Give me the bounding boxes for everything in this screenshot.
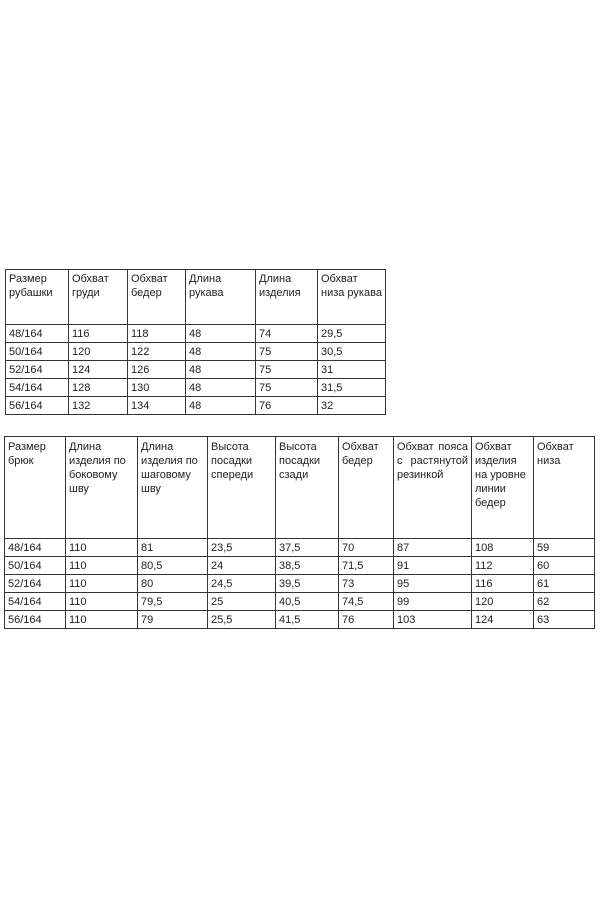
header-cell: Обхват бедер: [128, 270, 186, 325]
table-cell: 31,5: [318, 379, 386, 397]
table-header-row: [5, 437, 595, 539]
table-cell: 76: [339, 611, 394, 629]
table-cell: 54/164: [6, 379, 69, 397]
table-row: [6, 397, 386, 415]
header-cell: Высота посадки сзади: [276, 437, 339, 539]
table-cell: 103: [394, 611, 472, 629]
table-cell: 37,5: [276, 539, 339, 557]
table-cell: 31: [318, 361, 386, 379]
table-cell: 25: [208, 593, 276, 611]
table-cell: 23,5: [208, 539, 276, 557]
table-cell: 48/164: [5, 539, 66, 557]
table-cell: 110: [66, 575, 138, 593]
header-cell: Обхват низа рукава: [318, 270, 386, 325]
table-cell: 79,5: [138, 593, 208, 611]
header-cell: Длина изделия: [256, 270, 318, 325]
table-cell: 126: [128, 361, 186, 379]
table-cell: 60: [534, 557, 595, 575]
table-cell: 95: [394, 575, 472, 593]
table-cell: 24: [208, 557, 276, 575]
table-cell: 112: [472, 557, 534, 575]
table-cell: 40,5: [276, 593, 339, 611]
table-cell: 73: [339, 575, 394, 593]
table-cell: 132: [69, 397, 128, 415]
table-cell: 48: [186, 361, 256, 379]
table-row: [5, 611, 595, 629]
table-cell: 39,5: [276, 575, 339, 593]
table-cell: 99: [394, 593, 472, 611]
table-cell: 54/164: [5, 593, 66, 611]
table-cell: 75: [256, 361, 318, 379]
table-cell: 116: [472, 575, 534, 593]
table-cell: 29,5: [318, 325, 386, 343]
table-cell: 80: [138, 575, 208, 593]
table-cell: 134: [128, 397, 186, 415]
table-cell: 124: [472, 611, 534, 629]
header-cell: Длина изделия по шаговому шву: [138, 437, 208, 539]
table-cell: 48: [186, 343, 256, 361]
table-header-row: [6, 270, 386, 325]
table-cell: 48/164: [6, 325, 69, 343]
table-cell: 116: [69, 325, 128, 343]
table-cell: 75: [256, 379, 318, 397]
table-cell: 110: [66, 539, 138, 557]
table-cell: 25,5: [208, 611, 276, 629]
header-cell: Длина изделия по боковому шву: [66, 437, 138, 539]
header-cell: Обхват изделия на уровне линии бедер: [472, 437, 534, 539]
table-row: [6, 379, 386, 397]
header-cell: Обхват бедер: [339, 437, 394, 539]
header-cell: Размер рубашки: [6, 270, 69, 325]
table-cell: 48: [186, 397, 256, 415]
table-cell: 80,5: [138, 557, 208, 575]
table-cell: 130: [128, 379, 186, 397]
header-cell: Обхват низа: [534, 437, 595, 539]
table-cell: 91: [394, 557, 472, 575]
header-cell: Обхват груди: [69, 270, 128, 325]
table-cell: 38,5: [276, 557, 339, 575]
table-cell: 74: [256, 325, 318, 343]
table-cell: 56/164: [5, 611, 66, 629]
table-cell: 74,5: [339, 593, 394, 611]
table-cell: 24,5: [208, 575, 276, 593]
table-cell: 52/164: [5, 575, 66, 593]
table-cell: 75: [256, 343, 318, 361]
table-cell: 52/164: [6, 361, 69, 379]
table-cell: 124: [69, 361, 128, 379]
table-cell: 79: [138, 611, 208, 629]
table-cell: 110: [66, 557, 138, 575]
table-row: [5, 557, 595, 575]
table-cell: 110: [66, 593, 138, 611]
table-cell: 59: [534, 539, 595, 557]
table-row: [5, 593, 595, 611]
header-cell: Обхват пояса с растянутой резинкой: [394, 437, 472, 539]
table-cell: 120: [472, 593, 534, 611]
table-cell: 48: [186, 325, 256, 343]
table-cell: 61: [534, 575, 595, 593]
table-row: [6, 361, 386, 379]
table-row: [5, 539, 595, 557]
header-cell: Высота посадки спереди: [208, 437, 276, 539]
table-cell: 41,5: [276, 611, 339, 629]
table-cell: 32: [318, 397, 386, 415]
table-cell: 50/164: [6, 343, 69, 361]
table-cell: 71,5: [339, 557, 394, 575]
table-row: [6, 343, 386, 361]
table-cell: 62: [534, 593, 595, 611]
table-cell: 122: [128, 343, 186, 361]
table-row: [6, 325, 386, 343]
table-cell: 63: [534, 611, 595, 629]
table-cell: 76: [256, 397, 318, 415]
table-cell: 30,5: [318, 343, 386, 361]
header-cell: Размер брюк: [5, 437, 66, 539]
table-cell: 108: [472, 539, 534, 557]
table-cell: 48: [186, 379, 256, 397]
table-cell: 81: [138, 539, 208, 557]
table-row: [5, 575, 595, 593]
table-cell: 50/164: [5, 557, 66, 575]
table-cell: 118: [128, 325, 186, 343]
header-cell: Длина рукава: [186, 270, 256, 325]
shirt-size-table: [5, 269, 386, 415]
table-cell: 70: [339, 539, 394, 557]
table-cell: 110: [66, 611, 138, 629]
table-cell: 128: [69, 379, 128, 397]
table-cell: 120: [69, 343, 128, 361]
table-cell: 56/164: [6, 397, 69, 415]
table-cell: 87: [394, 539, 472, 557]
pants-size-table: [4, 436, 595, 629]
